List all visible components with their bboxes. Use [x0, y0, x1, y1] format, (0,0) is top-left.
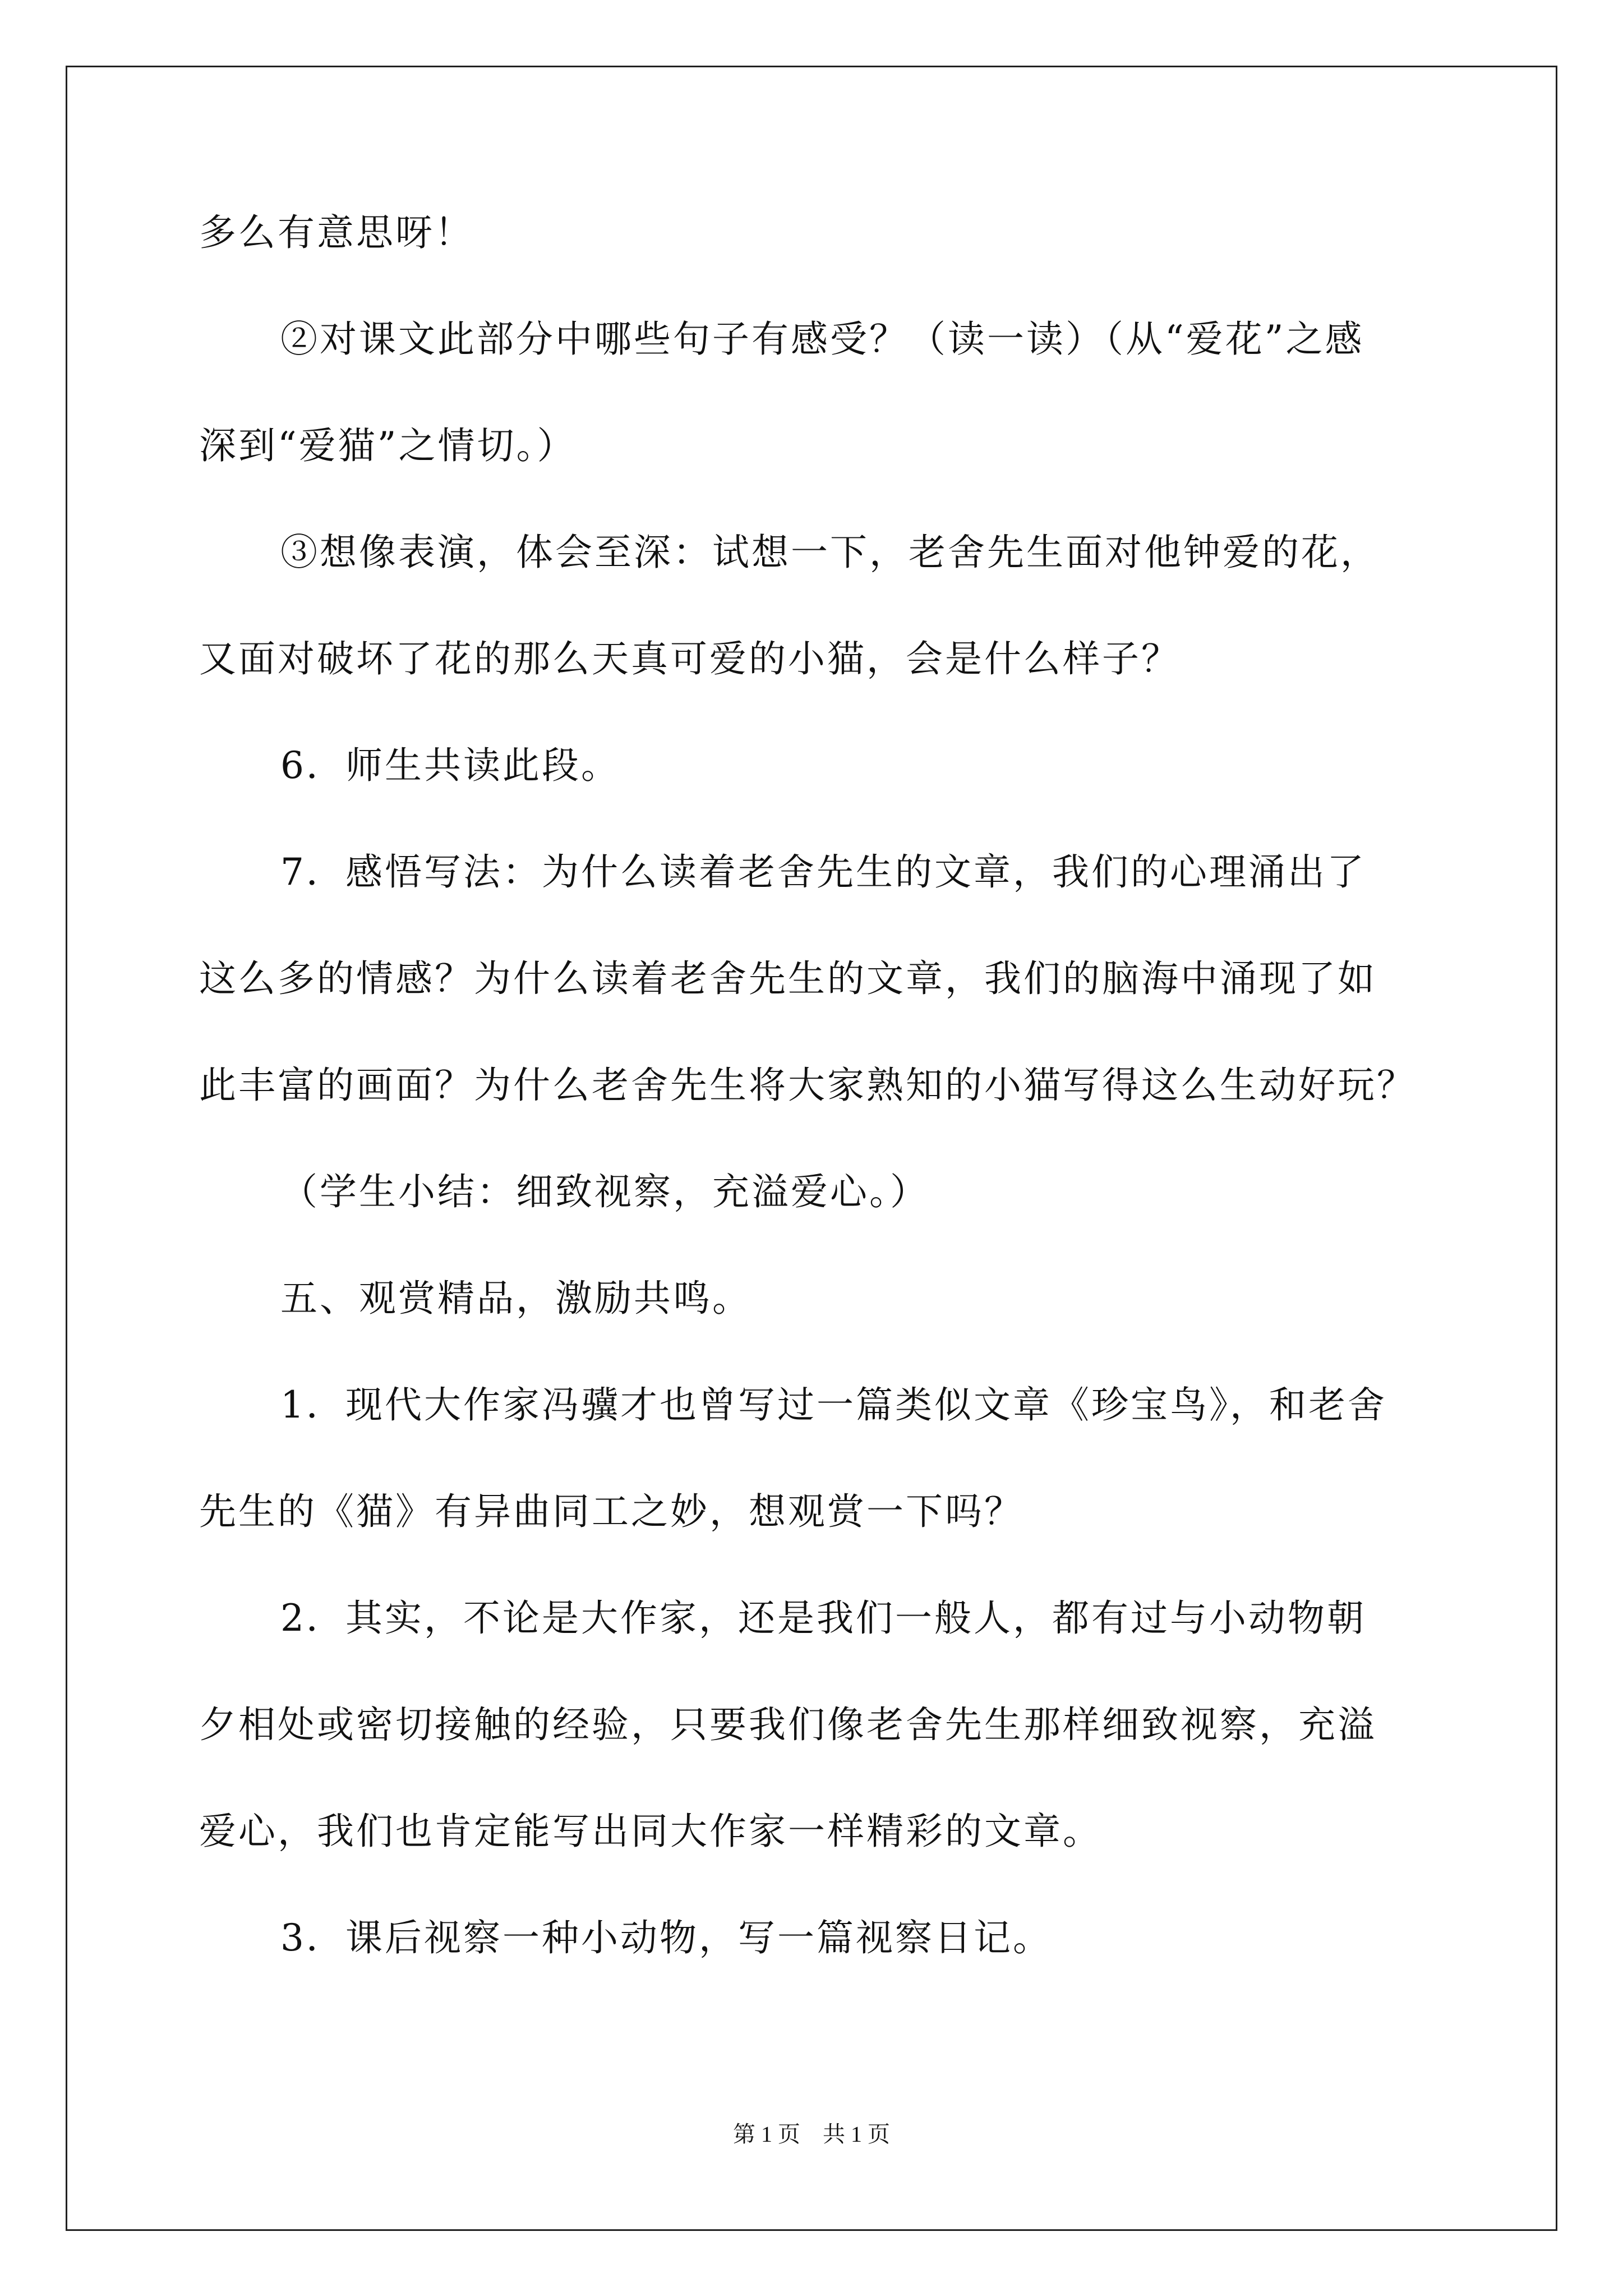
text-line-12: 1．现代大作家冯骥才也曾写过一篇类似文章《珍宝鸟》，和老舍: [280, 1383, 1387, 1427]
text-line-7: 7．感悟写法：为什么读着老舍先生的文章，我们的心理涌出了: [280, 850, 1366, 894]
text-line-13: 先生的《猫》有异曲同工之妙，想观赏一下吗？: [199, 1490, 1023, 1533]
text-line-16: 爱心，我们也肯定能写出同大作家一样精彩的文章。: [199, 1810, 1102, 1853]
text-line-15: 夕相处或密切接触的经验，只要我们像老舍先生那样细致视察，充溢: [199, 1703, 1377, 1746]
text-line-11: 五、观赏精品，激励共鸣。: [280, 1277, 751, 1320]
text-line-2: ②对课文此部分中哪些句子有感受？（读一读）（从“爱花”之感: [280, 318, 1364, 361]
text-line-10: （学生小结：细致视察，充溢爱心。）: [280, 1170, 929, 1213]
text-line-1: 多么有意思呀！: [199, 211, 474, 254]
text-line-6: 6．师生共读此段。: [280, 744, 620, 787]
page-number-footer: 第 1 页 共 1 页: [733, 2122, 890, 2147]
page-border: [66, 66, 1557, 2231]
text-line-4: ③想像表演，体会至深：试想一下，老舍先生面对他钟爱的花，: [280, 531, 1380, 574]
text-line-17: 3．课后视察一种小动物，写一篇视察日记。: [280, 1916, 1052, 1959]
text-line-3: 深到“爱猫”之情切。）: [199, 424, 577, 467]
text-line-5: 又面对破坏了花的那么天真可爱的小猫，会是什么样子？: [199, 637, 1181, 680]
text-line-14: 2．其实，不论是大作家，还是我们一般人，都有过与小动物朝: [280, 1596, 1366, 1640]
text-line-9: 此丰富的画面？为什么老舍先生将大家熟知的小猫写得这么生动好玩？: [199, 1064, 1416, 1107]
text-line-8: 这么多的情感？为什么读着老舍先生的文章，我们的脑海中涌现了如: [199, 957, 1377, 1000]
